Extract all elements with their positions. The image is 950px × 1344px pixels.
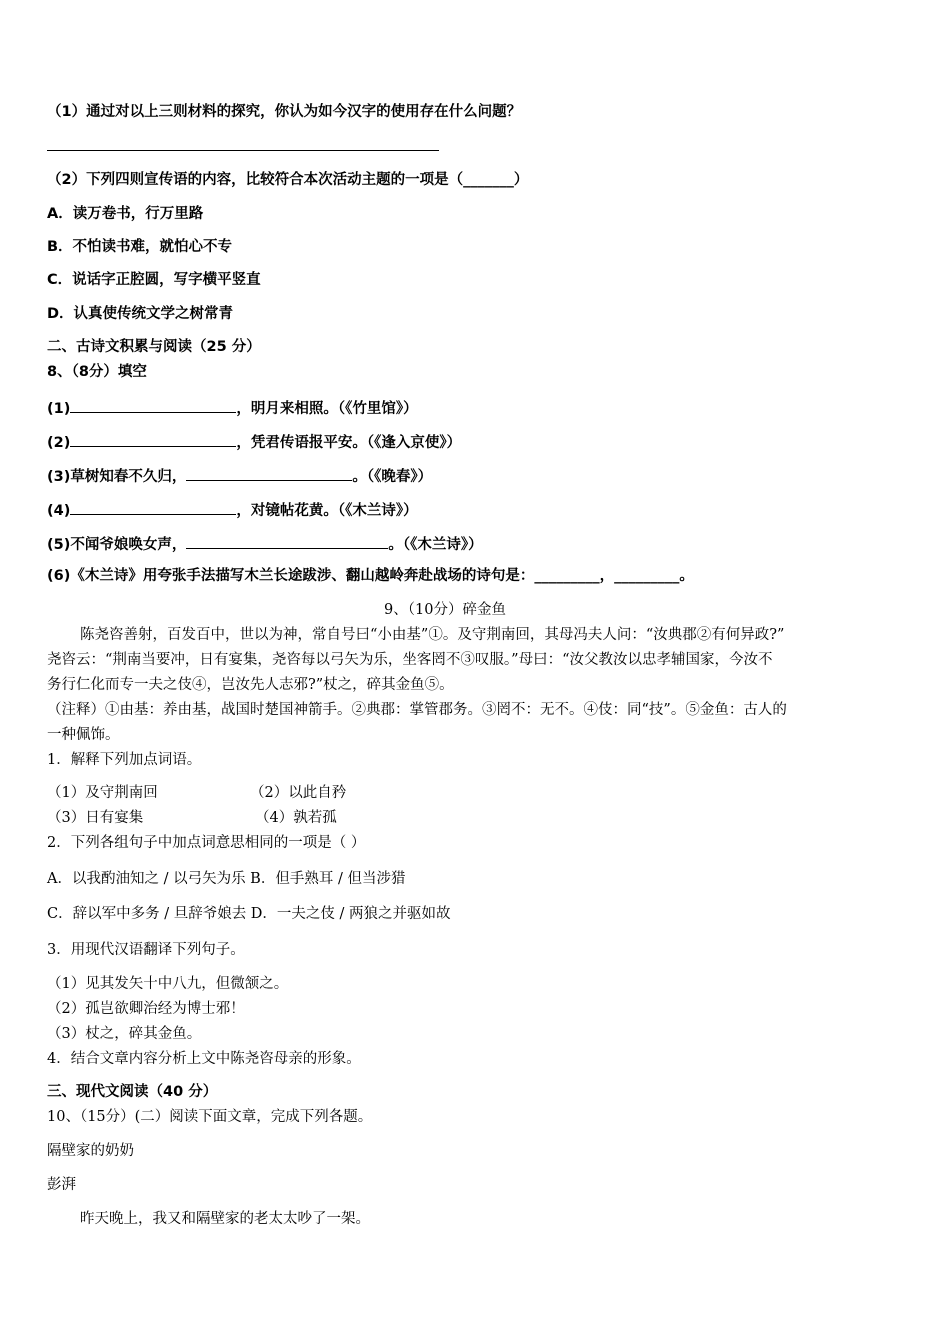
section2-heading: 二、古诗文积累与阅读（25 分） — [47, 339, 261, 355]
q9-task3-item1: （1）见其发矢十中八九，但微颔之。 — [47, 976, 289, 992]
q8-line5-pre: (5)不闻爷娘唤女声， — [47, 537, 187, 553]
q8-line5 — [47, 532, 483, 555]
fill-blank — [70, 430, 236, 447]
q9-task1-item1: （1）及守荆南回 — [47, 785, 158, 801]
q9-passage-line1: 陈尧咨善射，百发百中，世以为神，常自号曰“小由基”①。及守荆南回，其母冯夫人问：“汝典郡②有何异政?” — [80, 627, 785, 643]
fill-blank — [70, 396, 236, 413]
q9-task1: 1．解释下列加点词语。 — [47, 752, 202, 768]
answer-line — [47, 150, 439, 151]
q7-option-b: B．不怕读书难，就怕心不专 — [47, 239, 233, 255]
q7-sub2: （2）下列四则宣传语的内容，比较符合本次活动主题的一项是（_______） — [47, 172, 529, 188]
q9-task1-item3: （3）日有宴集 — [47, 810, 144, 826]
fill-blank — [70, 498, 236, 515]
article-author: 彭湃 — [47, 1177, 76, 1193]
q7-sub1: （1）通过对以上三则材料的探究，你认为如今汉字的使用存在什么问题？ — [47, 104, 522, 120]
q9-task2: 2．下列各组句子中加点词意思相同的一项是（ ） — [47, 835, 366, 851]
q7-option-d: D．认真使传统文学之树常青 — [47, 306, 234, 322]
fill-blank — [186, 532, 388, 549]
q9-task3: 3．用现代汉语翻译下列句子。 — [47, 942, 245, 958]
article-paragraph1: 昨天晚上，我又和隔壁家的老太太吵了一架。 — [80, 1211, 370, 1227]
q8-line2-pre: (2) — [47, 435, 71, 451]
q7-option-c: C．说话字正腔圆，写字横平竖直 — [47, 272, 261, 288]
q9-task1-item4: （4）孰若孤 — [255, 810, 337, 826]
q9-task3-item3: （3）杖之，碎其金鱼。 — [47, 1026, 202, 1042]
q8-line2 — [47, 430, 461, 453]
q8-line1 — [47, 396, 418, 419]
q8-line4-pre: (4) — [47, 503, 71, 519]
q8-line4-post: ，对镜帖花黄。（《木兰诗》） — [236, 503, 418, 519]
q9-title: 9、（10分）碎金鱼 — [384, 602, 506, 618]
q8-line3-post: 。（《晚春》） — [352, 469, 433, 485]
q10-title: 10、（15分）(二）阅读下面文章，完成下列各题。 — [47, 1109, 373, 1125]
section3-heading: 三、现代文阅读（40 分） — [47, 1084, 218, 1100]
q8-line2-post: ，凭君传语报平安。（《逢入京使》） — [236, 435, 462, 451]
q9-task3-item2: （2）孤岂欲卿治经为博士邪！ — [47, 1001, 245, 1017]
q8-line4 — [47, 498, 418, 521]
fill-blank — [186, 464, 352, 481]
q9-task2-options-cd: C．辞以军中多务 / 旦辞爷娘去 D．一夫之伎 / 两狼之并驱如故 — [47, 906, 451, 922]
q8-line1-pre: (1) — [47, 401, 71, 417]
q7-option-a: A．读万卷书，行万里路 — [47, 206, 204, 222]
q8-line6: (6)《木兰诗》用夸张手法描写木兰长途跋涉、翻山越岭奔赴战场的诗句是：_________，_________。 — [47, 568, 694, 584]
q8-line3-pre: (3)草树知春不久归， — [47, 469, 187, 485]
q8-line3 — [47, 464, 432, 487]
q9-notes-line1: （注释）①由基：养由基，战国时楚国神箭手。②典郡：掌管郡务。③罔不：无不。④伎：同“技”。⑤金鱼：古人的 — [47, 702, 787, 718]
article-title: 隔壁家的奶奶 — [47, 1143, 134, 1159]
q9-notes-line2: 一种佩饰。 — [47, 727, 120, 743]
q9-task4: 4．结合文章内容分析上文中陈尧咨母亲的形象。 — [47, 1051, 361, 1067]
q9-task2-options-ab: A．以我酌油知之 / 以弓矢为乐 B．但手熟耳 / 但当涉猎 — [47, 871, 406, 887]
q8-title: 8、（8分）填空 — [47, 364, 147, 380]
q8-line1-post: ，明月来相照。（《竹里馆》） — [236, 401, 418, 417]
q9-task1-item2: （2）以此自矜 — [250, 785, 347, 801]
q8-line5-post: 。（《木兰诗》） — [388, 537, 483, 553]
q9-passage-line2: 尧咨云：“荆南当要冲，日有宴集，尧咨每以弓矢为乐，坐客罔不③叹服。”母曰：“汝父教汝以忠孝辅国家，今汝不 — [47, 652, 773, 668]
q9-passage-line3: 务行仁化而专一夫之伎④，岂汝先人志邪?”杖之，碎其金鱼⑤。 — [47, 677, 454, 693]
